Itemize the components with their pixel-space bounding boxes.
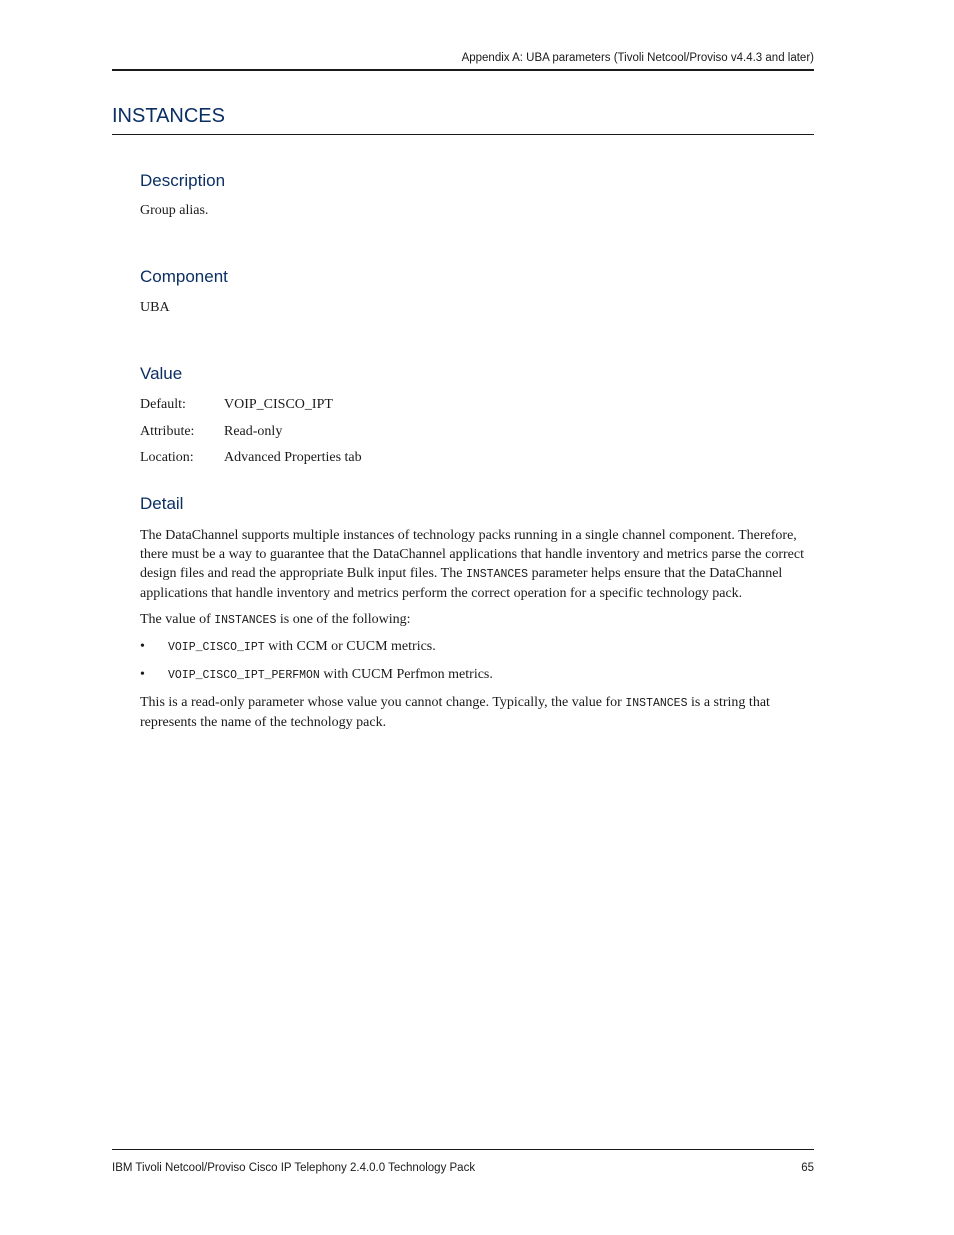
footer-rule: [112, 1149, 814, 1150]
header-rule: [112, 69, 814, 71]
value-val: Advanced Properties tab: [224, 450, 362, 465]
content: [140, 170, 814, 732]
value-key: Location:: [140, 450, 194, 465]
value-val: VOIP_CISCO_IPT: [224, 397, 333, 412]
code-value: VOIP_CISCO_IPT: [168, 640, 265, 654]
value-val: Read-only: [224, 423, 283, 439]
list-item: [140, 665, 814, 685]
detail-text: This is a read-only parameter whose value you cannot change. Typically, the value for: [140, 694, 626, 710]
code-value: VOIP_CISCO_IPT_PERFMON: [168, 668, 320, 682]
description-heading: Description: [140, 171, 226, 190]
page-title: INSTANCES: [112, 105, 225, 127]
code-instances: INSTANCES: [625, 696, 688, 710]
value-row-attribute: [140, 422, 814, 449]
running-header: Appendix A: UBA parameters (Tivoli Netcool/Proviso v4.4.3 and later): [461, 52, 814, 64]
detail-text: is one of the following:: [276, 611, 411, 627]
value-key: Attribute:: [140, 423, 195, 439]
value-heading: Value: [140, 364, 183, 383]
component-heading: Component: [140, 267, 228, 286]
description-text: Group alias.: [140, 203, 209, 218]
detail-paragraph-1: [140, 526, 814, 603]
title-rule: [112, 134, 814, 135]
value-row-default: [140, 395, 814, 422]
list-item-text: with CCM or CUCM metrics.: [264, 638, 436, 654]
detail-text: The value of: [140, 611, 215, 627]
component-text: UBA: [140, 300, 170, 315]
detail-text: The DataChannel supports multiple instances of technology packs running in a single channel component. Therefore, there must be a way to guarantee that the DataChannel applications that handle inventory and metrics parse the correct design files and read the appropriate Bulk input files. The: [140, 527, 804, 581]
detail-text: is a string that represents the name of the technology pack.: [140, 694, 770, 730]
detail-paragraph-2: [140, 610, 814, 630]
footer-title: IBM Tivoli Netcool/Proviso Cisco IP Telephony 2.4.0.0 Technology Pack: [112, 1162, 476, 1174]
value-options-list: [140, 637, 814, 685]
value-row-location: [140, 448, 814, 475]
code-instances: INSTANCES: [465, 567, 529, 581]
page-number: 65: [801, 1162, 814, 1174]
list-item-text: with CUCM Perfmon metrics.: [319, 666, 493, 682]
detail-text: parameter helps ensure that the DataChannel applications that handle inventory and metrics perform the correct operation for a specific technology pack.: [140, 565, 783, 601]
code-instances: INSTANCES: [214, 613, 277, 627]
value-table: [140, 395, 814, 475]
value-key: Default:: [140, 397, 186, 412]
detail-heading: Detail: [140, 493, 184, 513]
bullet-icon: •: [140, 666, 145, 682]
bullet-icon: •: [140, 638, 145, 654]
list-item: [140, 637, 814, 657]
detail-paragraph-3: [140, 693, 814, 732]
